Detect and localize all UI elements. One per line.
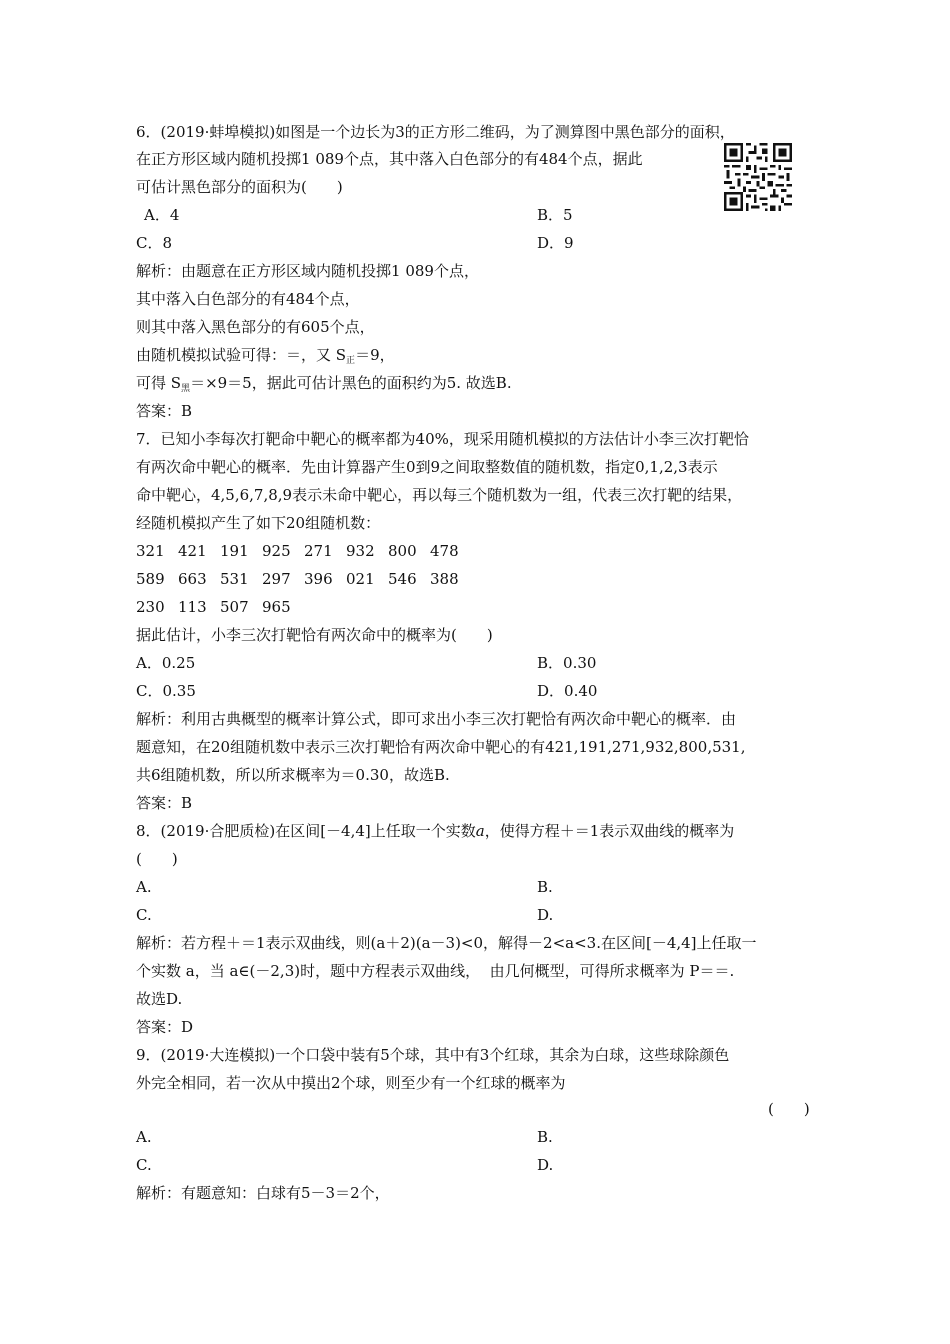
random-number: 388 — [430, 570, 459, 588]
q8-option-b: B. — [537, 878, 553, 896]
q8-variable-a: a — [475, 822, 485, 840]
qr-code-image — [724, 141, 792, 213]
q8-stem-tail: ，使得方程＋＝1表示双曲线的概率为 — [484, 822, 735, 840]
q7-question: 据此估计，小李三次打靶恰有两次命中的概率为( ) — [136, 626, 493, 644]
q9-analysis: 解析：有题意知：白球有5－3＝2个， — [136, 1184, 390, 1202]
random-number: 507 — [220, 598, 249, 616]
q6-option-b: B．5 — [537, 206, 573, 224]
q7-option-a: A．0.25 — [136, 654, 196, 672]
random-number: 297 — [262, 570, 291, 588]
q7-stem-line1: 7．已知小李每次打靶命中靶心的概率都为40%，现采用随机模拟的方法估计小李三次打靶恰 — [136, 430, 749, 448]
random-number: 321 — [136, 542, 165, 560]
q6-stem-line2: 在正方形区域内随机投掷1 089个点，其中落入白色部分的有484个点，据此 — [136, 150, 643, 168]
random-number: 965 — [262, 598, 291, 616]
q8-analysis-line3: 故选D. — [136, 990, 183, 1008]
q9-stem-line1: 9．(2019·大连模拟)一个口袋中装有5个球，其中有3个红球，其余为白球，这些球除颜色 — [136, 1046, 730, 1064]
random-number: 191 — [220, 542, 249, 560]
random-number: 546 — [388, 570, 417, 588]
random-number: 113 — [178, 598, 207, 616]
q7-analysis-line1: 解析：利用古典概型的概率计算公式，即可求出小李三次打靶恰有两次命中靶心的概率．由 — [136, 710, 737, 728]
random-number: 230 — [136, 598, 165, 616]
q9-option-c: C. — [136, 1156, 152, 1174]
q6-analysis-line1: 解析：由题意在正方形区域内随机投掷1 089个点， — [136, 262, 479, 280]
random-number: 421 — [178, 542, 207, 560]
random-number: 925 — [262, 542, 291, 560]
q9-answer-paren: ( ) — [768, 1100, 810, 1118]
q8-analysis-line2: 个实数 a，当 a∈(－2,3)时，题中方程表示双曲线， 由几何概型，可得所求概率为 P＝＝. — [136, 962, 735, 980]
q7-option-b: B．0.30 — [537, 654, 597, 672]
random-number: 663 — [178, 570, 207, 588]
q6-analysis-line4-tail: ＝9， — [355, 346, 395, 364]
q8-stem-line2: ( ) — [136, 850, 178, 868]
q9-option-a: A. — [136, 1128, 152, 1146]
q7-answer: 答案：B — [136, 794, 193, 812]
random-number: 589 — [136, 570, 165, 588]
q8-stem-line1 — [136, 821, 734, 841]
q8-option-d: D. — [537, 906, 554, 924]
q7-stem-line2: 有两次命中靶心的概率．先由计算器产生0到9之间取整数值的随机数，指定0,1,2,3表示 — [136, 458, 718, 476]
q6-option-c: C．8 — [136, 234, 173, 252]
q7-analysis-line2: 题意知，在20组随机数中表示三次打靶恰有两次命中靶心的有421,191,271,932,800,531, — [136, 738, 746, 756]
q6-option-d: D．9 — [537, 234, 574, 252]
q7-stem-line4: 经随机模拟产生了如下20组随机数： — [136, 514, 381, 532]
q6-analysis-line3: 则其中落入黑色部分的有605个点， — [136, 318, 375, 336]
q8-option-a: A. — [136, 878, 152, 896]
random-number: 531 — [220, 570, 249, 588]
q6-analysis-line5-tail: ＝×9＝5，据此可估计黑色的面积约为5. 故选B. — [190, 374, 512, 392]
q8-stem-text: 8．(2019·合肥质检)在区间[－4,4]上任取一个实数 — [136, 822, 476, 840]
q6-option-a: A．4 — [144, 206, 180, 224]
random-number: 396 — [304, 570, 333, 588]
random-number: 021 — [346, 570, 375, 588]
random-number: 800 — [388, 542, 417, 560]
q9-option-b: B. — [537, 1128, 553, 1146]
q6-stem-line1: 6．(2019·蚌埠模拟)如图是一个边长为3的正方形二维码，为了测算图中黑色部分的面积， — [136, 123, 735, 141]
q8-option-c: C. — [136, 906, 152, 924]
q7-analysis-line3: 共6组随机数，所以所求概率为＝0.30，故选B. — [136, 766, 450, 784]
random-number: 271 — [304, 542, 333, 560]
q8-analysis-line1: 解析：若方程＋＝1表示双曲线，则(a＋2)(a－3)<0，解得－2<a<3.在区间[－4,4]上任取一 — [136, 934, 757, 952]
q6-analysis-line2: 其中落入白色部分的有484个点， — [136, 290, 360, 308]
q7-option-d: D．0.40 — [537, 682, 598, 700]
q6-analysis-line4 — [136, 345, 395, 371]
q6-analysis-line5-text: 可得 S — [136, 374, 182, 392]
q6-analysis-line5 — [136, 373, 512, 399]
q8-answer: 答案：D — [136, 1018, 194, 1036]
q7-stem-line3: 命中靶心，4,5,6,7,8,9表示未命中靶心，再以每三个随机数为一组，代表三次打靶的结果， — [136, 486, 743, 504]
q6-stem-line3: 可估计黑色部分的面积为( ) — [136, 178, 343, 196]
q7-option-c: C．0.35 — [136, 682, 196, 700]
q6-analysis-line4-subscript: 正 — [346, 356, 356, 366]
random-number: 478 — [430, 542, 459, 560]
q9-stem-line2: 外完全相同，若一次从中摸出2个球，则至少有一个红球的概率为 — [136, 1074, 566, 1092]
q6-analysis-line4-text: 由随机模拟试验可得：＝，又 S — [136, 346, 347, 364]
q6-analysis-line5-subscript: 黑 — [181, 384, 191, 394]
q9-option-d: D. — [537, 1156, 554, 1174]
q6-answer: 答案：B — [136, 402, 193, 420]
random-number: 932 — [346, 542, 375, 560]
